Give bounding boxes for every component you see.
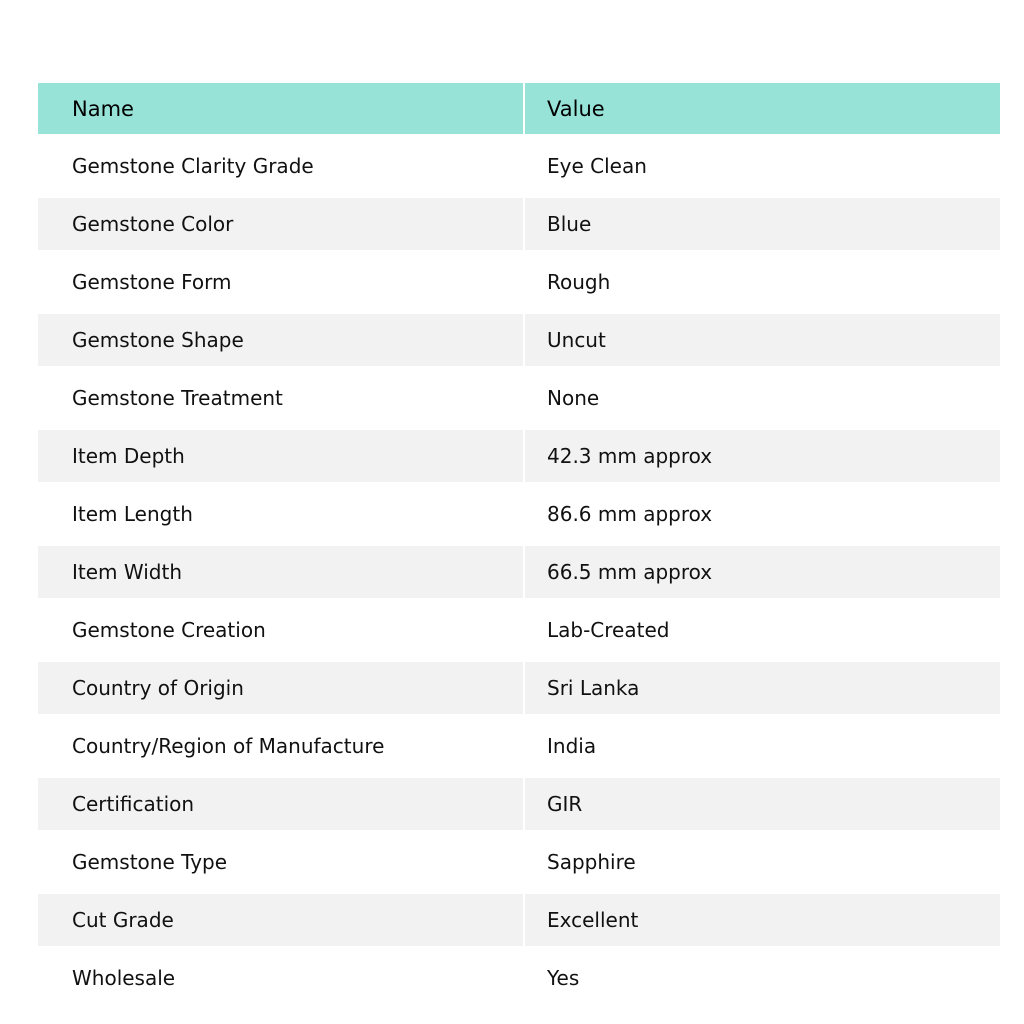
table-body: [38, 137, 1000, 1004]
row-value: Yes: [524, 949, 1000, 1004]
row-name: Item Width: [38, 543, 524, 601]
row-name: Gemstone Creation: [38, 601, 524, 659]
row-name: Gemstone Clarity Grade: [38, 137, 524, 195]
row-name: Gemstone Color: [38, 195, 524, 253]
table-header: [38, 83, 1000, 137]
row-value: Sri Lanka: [524, 659, 1000, 717]
row-value: 42.3 mm approx: [524, 427, 1000, 485]
table-row: [38, 891, 1000, 949]
table-row: [38, 137, 1000, 195]
row-value: Rough: [524, 253, 1000, 311]
table-row: [38, 253, 1000, 311]
row-name: Country/Region of Manufacture: [38, 717, 524, 775]
row-name: Wholesale: [38, 949, 524, 1004]
row-value: Lab-Created: [524, 601, 1000, 659]
header-row: [38, 83, 1000, 137]
row-name: Gemstone Treatment: [38, 369, 524, 427]
row-name: Cut Grade: [38, 891, 524, 949]
spec-table: [38, 83, 1000, 1004]
row-value: India: [524, 717, 1000, 775]
row-value: Blue: [524, 195, 1000, 253]
table-row: [38, 601, 1000, 659]
table-row: [38, 659, 1000, 717]
row-value: None: [524, 369, 1000, 427]
table-row: [38, 543, 1000, 601]
row-name: Country of Origin: [38, 659, 524, 717]
table-row: [38, 195, 1000, 253]
row-name: Item Depth: [38, 427, 524, 485]
row-value: GIR: [524, 775, 1000, 833]
row-value: 86.6 mm approx: [524, 485, 1000, 543]
row-name: Gemstone Shape: [38, 311, 524, 369]
header-name: Name: [38, 83, 524, 137]
row-value: Eye Clean: [524, 137, 1000, 195]
spec-table-container: [38, 83, 1000, 1004]
table-row: [38, 717, 1000, 775]
table-row: [38, 485, 1000, 543]
row-value: Uncut: [524, 311, 1000, 369]
table-row: [38, 949, 1000, 1004]
table-row: [38, 427, 1000, 485]
row-value: Sapphire: [524, 833, 1000, 891]
row-name: Certification: [38, 775, 524, 833]
table-row: [38, 775, 1000, 833]
row-name: Item Length: [38, 485, 524, 543]
table-row: [38, 833, 1000, 891]
table-row: [38, 369, 1000, 427]
header-value: Value: [524, 83, 1000, 137]
row-name: Gemstone Type: [38, 833, 524, 891]
row-name: Gemstone Form: [38, 253, 524, 311]
table-row: [38, 311, 1000, 369]
row-value: Excellent: [524, 891, 1000, 949]
row-value: 66.5 mm approx: [524, 543, 1000, 601]
